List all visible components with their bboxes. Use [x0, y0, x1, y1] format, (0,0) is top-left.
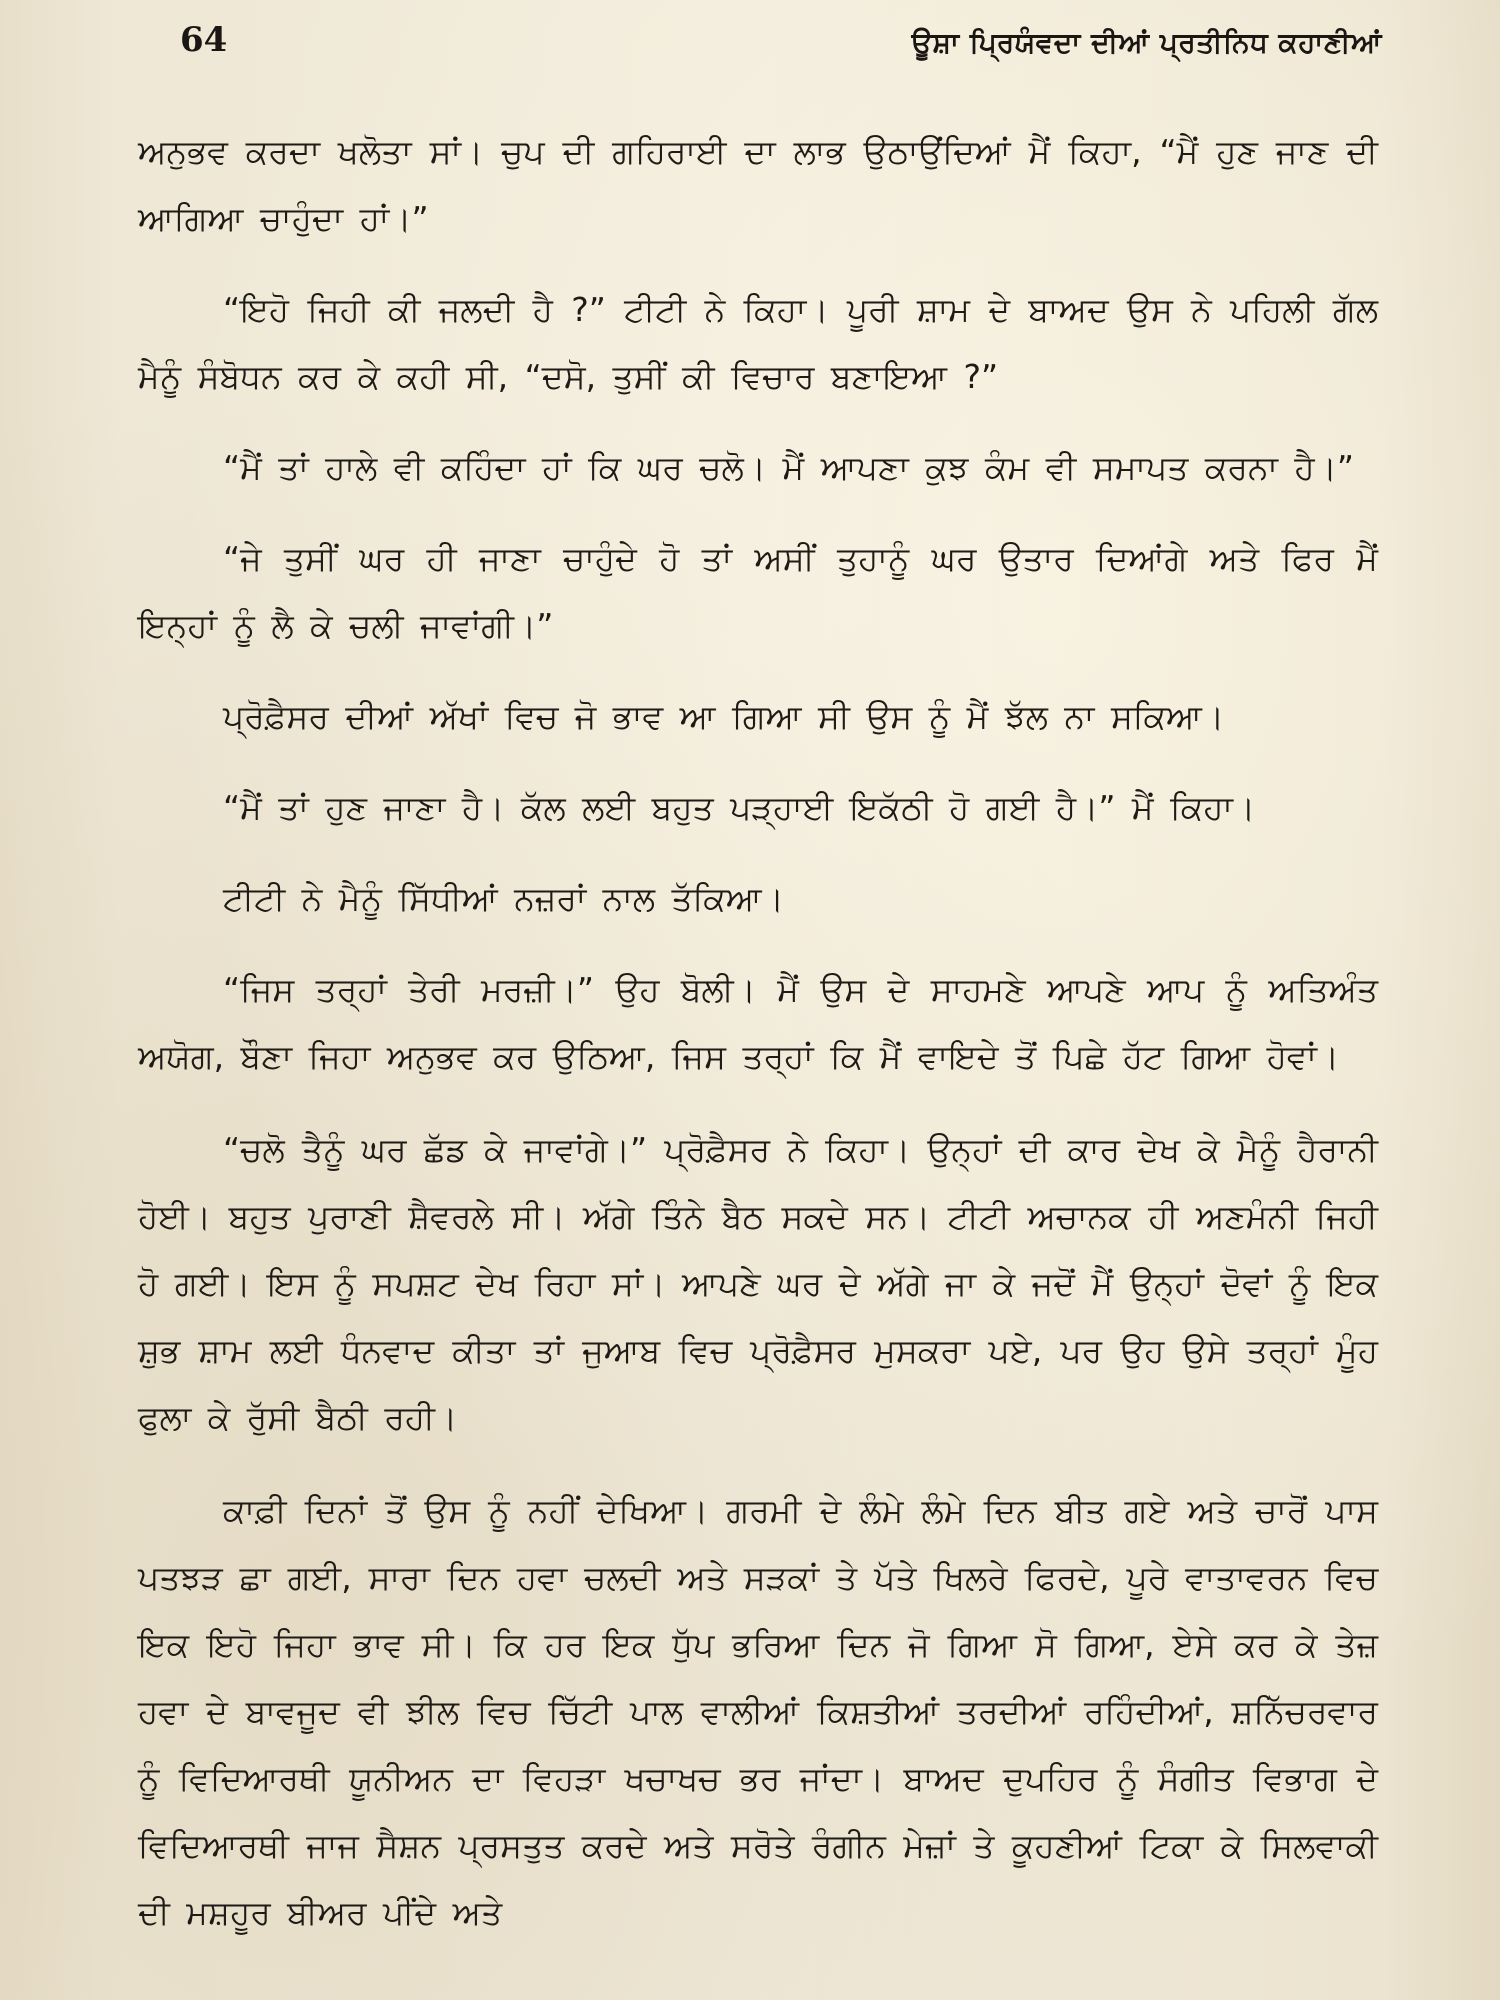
paragraph: “ਚਲੋ ਤੈਨੂੰ ਘਰ ਛੱਡ ਕੇ ਜਾਵਾਂਗੇ।” ਪ੍ਰੋਫ਼ੈਸਰ ਨੇ ਕਿਹਾ। ਉਨ੍ਹਾਂ ਦੀ ਕਾਰ ਦੇਖ ਕੇ ਮੈਨੂੰ ਹੈਰਾਨੀ ਹੋਈ। ਬਹੁਤ ਪੁਰਾਣੀ ਸ਼ੈਵਰਲੇ ਸੀ। ਅੱਗੇ ਤਿੰਨੇ ਬੈਠ ਸਕਦੇ ਸਨ। ਟੀਟੀ ਅਚਾਨਕ ਹੀ ਅਣਮੰਨੀ ਜਿਹੀ ਹੋ ਗਈ। ਇਸ ਨੂੰ ਸਪਸ਼ਟ ਦੇਖ ਰਿਹਾ ਸਾਂ। ਆਪਣੇ ਘਰ ਦੇ ਅੱਗੇ ਜਾ ਕੇ ਜਦੋਂ ਮੈਂ ਉਨ੍ਹਾਂ ਦੋਵਾਂ ਨੂੰ ਇਕ ਸ਼ੁਭ ਸ਼ਾਮ ਲਈ ਧੰਨਵਾਦ ਕੀਤਾ ਤਾਂ ਜੁਆਬ ਵਿਚ ਪ੍ਰੋਫ਼ੈਸਰ ਮੁਸਕਰਾ ਪਏ, ਪਰ ਉਹ ਉਸੇ ਤਰ੍ਹਾਂ ਮੂੰਹ ਫੁਲਾ ਕੇ ਰੁੱਸੀ ਬੈਠੀ ਰਹੀ। — [138, 1130, 1378, 1437]
paragraph: “ਮੈਂ ਤਾਂ ਹੁਣ ਜਾਣਾ ਹੈ। ਕੱਲ ਲਈ ਬਹੁਤ ਪੜ੍ਹਾਈ ਇਕੱਠੀ ਹੋ ਗਈ ਹੈ।” ਮੈਂ ਕਿਹਾ। — [223, 788, 1256, 827]
page-body — [138, 118, 1378, 1970]
paragraph: ਅਨੁਭਵ ਕਰਦਾ ਖਲੋਤਾ ਸਾਂ। ਚੁਪ ਦੀ ਗਹਿਰਾਈ ਦਾ ਲਾਭ ਉਠਾਉਂਦਿਆਂ ਮੈਂ ਕਿਹਾ, “ਮੈਂ ਹੁਣ ਜਾਣ ਦੀ ਆਗਿਆ ਚਾਹੁੰਦਾ ਹਾਂ।” — [138, 132, 1378, 238]
paragraph: ਟੀਟੀ ਨੇ ਮੈਨੂੰ ਸਿੱਧੀਆਂ ਨਜ਼ਰਾਂ ਨਾਲ ਤੱਕਿਆ। — [223, 879, 784, 918]
paragraph: “ਜਿਸ ਤਰ੍ਹਾਂ ਤੇਰੀ ਮਰਜ਼ੀ।” ਉਹ ਬੋਲੀ। ਮੈਂ ਉਸ ਦੇ ਸਾਹਮਣੇ ਆਪਣੇ ਆਪ ਨੂੰ ਅਤਿਅੰਤ ਅਯੋਗ, ਬੌਣਾ ਜਿਹਾ ਅਨੁਭਵ ਕਰ ਉਠਿਆ, ਜਿਸ ਤਰ੍ਹਾਂ ਕਿ ਮੈਂ ਵਾਇਦੇ ਤੋਂ ਪਿਛੇ ਹੱਟ ਗਿਆ ਹੋਵਾਂ। — [138, 970, 1378, 1076]
page-number: 64 — [180, 20, 228, 60]
running-head-title: ਊਸ਼ਾ ਪ੍ਰਿਯੰਵਦਾ ਦੀਆਂ ਪ੍ਰਤੀਨਿਧ ਕਹਾਣੀਆਂ — [911, 26, 1382, 59]
paragraph: “ਇਹੋ ਜਿਹੀ ਕੀ ਜਲਦੀ ਹੈ ?” ਟੀਟੀ ਨੇ ਕਿਹਾ। ਪੂਰੀ ਸ਼ਾਮ ਦੇ ਬਾਅਦ ਉਸ ਨੇ ਪਹਿਲੀ ਗੱਲ ਮੈਨੂੰ ਸੰਬੋਧਨ ਕਰ ਕੇ ਕਹੀ ਸੀ, “ਦਸੋ, ਤੁਸੀਂ ਕੀ ਵਿਚਾਰ ਬਣਾਇਆ ?” — [138, 290, 1378, 396]
paragraph: “ਜੇ ਤੁਸੀਂ ਘਰ ਹੀ ਜਾਣਾ ਚਾਹੁੰਦੇ ਹੋ ਤਾਂ ਅਸੀਂ ਤੁਹਾਨੂੰ ਘਰ ਉਤਾਰ ਦਿਆਂਗੇ ਅਤੇ ਫਿਰ ਮੈਂ ਇਨ੍ਹਾਂ ਨੂੰ ਲੈ ਕੇ ਚਲੀ ਜਾਵਾਂਗੀ।” — [138, 539, 1378, 645]
paragraph: “ਮੈਂ ਤਾਂ ਹਾਲੇ ਵੀ ਕਹਿੰਦਾ ਹਾਂ ਕਿ ਘਰ ਚਲੋ। ਮੈਂ ਆਪਣਾ ਕੁਝ ਕੰਮ ਵੀ ਸਮਾਪਤ ਕਰਨਾ ਹੈ।” — [223, 448, 1354, 487]
paragraph: ਕਾਫ਼ੀ ਦਿਨਾਂ ਤੋਂ ਉਸ ਨੂੰ ਨਹੀਂ ਦੇਖਿਆ। ਗਰਮੀ ਦੇ ਲੰਮੇ ਲੰਮੇ ਦਿਨ ਬੀਤ ਗਏ ਅਤੇ ਚਾਰੋਂ ਪਾਸ ਪਤਝੜ ਛਾ ਗਈ, ਸਾਰਾ ਦਿਨ ਹਵਾ ਚਲਦੀ ਅਤੇ ਸੜਕਾਂ ਤੇ ਪੱਤੇ ਖਿਲਰੇ ਫਿਰਦੇ, ਪੂਰੇ ਵਾਤਾਵਰਨ ਵਿਚ ਇਕ ਇਹੋ ਜਿਹਾ ਭਾਵ ਸੀ। ਕਿ ਹਰ ਇਕ ਧੁੱਪ ਭਰਿਆ ਦਿਨ ਜੋ ਗਿਆ ਸੋ ਗਿਆ, ਏਸੇ ਕਰ ਕੇ ਤੇਜ਼ ਹਵਾ ਦੇ ਬਾਵਜੂਦ ਵੀ ਝੀਲ ਵਿਚ ਚਿੱਟੀ ਪਾਲ ਵਾਲੀਆਂ ਕਿਸ਼ਤੀਆਂ ਤਰਦੀਆਂ ਰਹਿੰਦੀਆਂ, ਸ਼ਨਿੱਚਰਵਾਰ ਨੂੰ ਵਿਦਿਆਰਥੀ ਯੂਨੀਅਨ ਦਾ ਵਿਹੜਾ ਖਚਾਖਚ ਭਰ ਜਾਂਦਾ। ਬਾਅਦ ਦੁਪਹਿਰ ਨੂੰ ਸੰਗੀਤ ਵਿਭਾਗ ਦੇ ਵਿਦਿਆਰਥੀ ਜਾਜ ਸੈਸ਼ਨ ਪ੍ਰਸਤੁਤ ਕਰਦੇ ਅਤੇ ਸਰੋਤੇ ਰੰਗੀਨ ਮੇਜ਼ਾਂ ਤੇ ਕੂਹਣੀਆਂ ਟਿਕਾ ਕੇ ਸਿਲਵਾਕੀ ਦੀ ਮਸ਼ਹੂਰ ਬੀਅਰ ਪੀਂਦੇ ਅਤੇ — [138, 1491, 1378, 1932]
paragraph: ਪ੍ਰੋਫ਼ੈਸਰ ਦੀਆਂ ਅੱਖਾਂ ਵਿਚ ਜੋ ਭਾਵ ਆ ਗਿਆ ਸੀ ਉਸ ਨੂੰ ਮੈਂ ਝੱਲ ਨਾ ਸਕਿਆ। — [223, 697, 1225, 736]
